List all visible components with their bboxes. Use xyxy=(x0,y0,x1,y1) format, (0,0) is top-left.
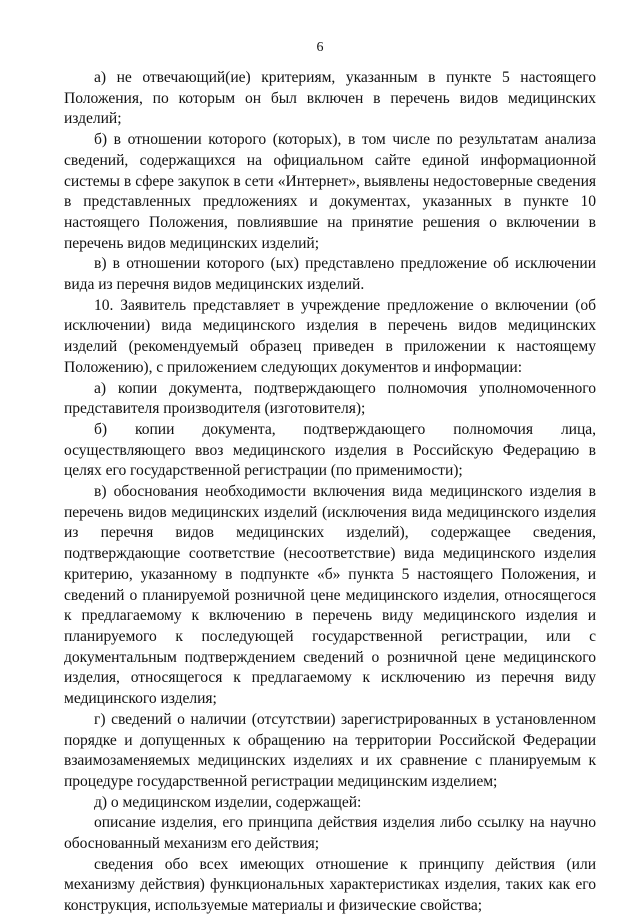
paragraph-10-applicant-submission: 10. Заявитель представляет в учреждение предложение о включении (об исключении) вида медицинского изделия в перечень видов медицинских изделий (рекомендуемый образец приведен в приложении к настоящему Положению), с приложением следующих документов и информации: xyxy=(64,296,596,376)
paragraph-b-importer-docs: б) копии документа, подтверждающего полномочия лица, осуществляющего ввоз медицинского изделия в Российскую Федерацию в целях его государственной регистрации (по применимости); xyxy=(64,420,596,480)
paragraph-device-description: описание изделия, его принципа действия изделия либо ссылку на научно обоснованный механизм его действия; xyxy=(64,814,596,853)
document-body xyxy=(64,68,596,917)
paragraph-a-criteria: а) не отвечающий(ие) критериям, указанным в пункте 5 настоящего Положения, по которым он был включен в перечень видов медицинских изделий; xyxy=(64,69,596,128)
paragraph-g-interchangeable-devices: г) сведений о наличии (отсутствии) зарегистрированных в установленном порядке и допущенных к обращению на территории Российской Федерации взаимозаменяемых медицинских изделиях и их сравнение с планируемым к процедуре государственной регистрации медицинским изделием; xyxy=(64,710,596,790)
paragraph-a-representative-docs: а) копии документа, подтверждающего полномочия уполномоченного представителя производителя (изготовителя); xyxy=(64,379,596,418)
paragraph-d-device-info: д) о медицинском изделии, содержащей: xyxy=(94,793,362,811)
paragraph-v-justification: в) обоснования необходимости включения вида медицинского изделия в перечень видов медицинских изделий (исключения вида медицинского изделия из перечня видов медицинских изделий), содержащее сведения, подтверждающие соответствие (несоответствие) вида медицинского изделия критерию, указанному в подпункте «б» пункта 5 настоящего Положения, и сведений о планируемой розничной цене медицинского изделия, относящегося к предлагаемому к включению в перечень виду медицинского изделия и планируемого к последующей государственной регистрации, или с документальным подтверждением сведений о розничной цене медицинского изделия, относящегося к предлагаемому к исключению из перечня виду медицинского изделия; xyxy=(64,483,596,708)
paragraph-functional-characteristics: сведения обо всех имеющих отношение к принципу действия (или механизму действия) функциональных характеристиках изделия, таких как его конструкция, используемые материалы и физические свойства; xyxy=(64,855,596,915)
page-number: 6 xyxy=(316,40,324,55)
paragraph-v-exclusion-proposal: в) в отношении которого (ых) представлено предложение об исключении вида из перечня видов медицинских изделий. xyxy=(64,255,596,294)
paragraph-b-unreliable-data: б) в отношении которого (которых), в том числе по результатам анализа сведений, содержащихся на официальном сайте единой информационной системы в сфере закупок в сети «Интернет», выявлены недостоверные сведения в представленных предложениях и документах, указанных в пункте 10 настоящего Положения, повлиявшие на принятие решения о включении в перечень видов медицинских изделий; xyxy=(64,131,596,252)
